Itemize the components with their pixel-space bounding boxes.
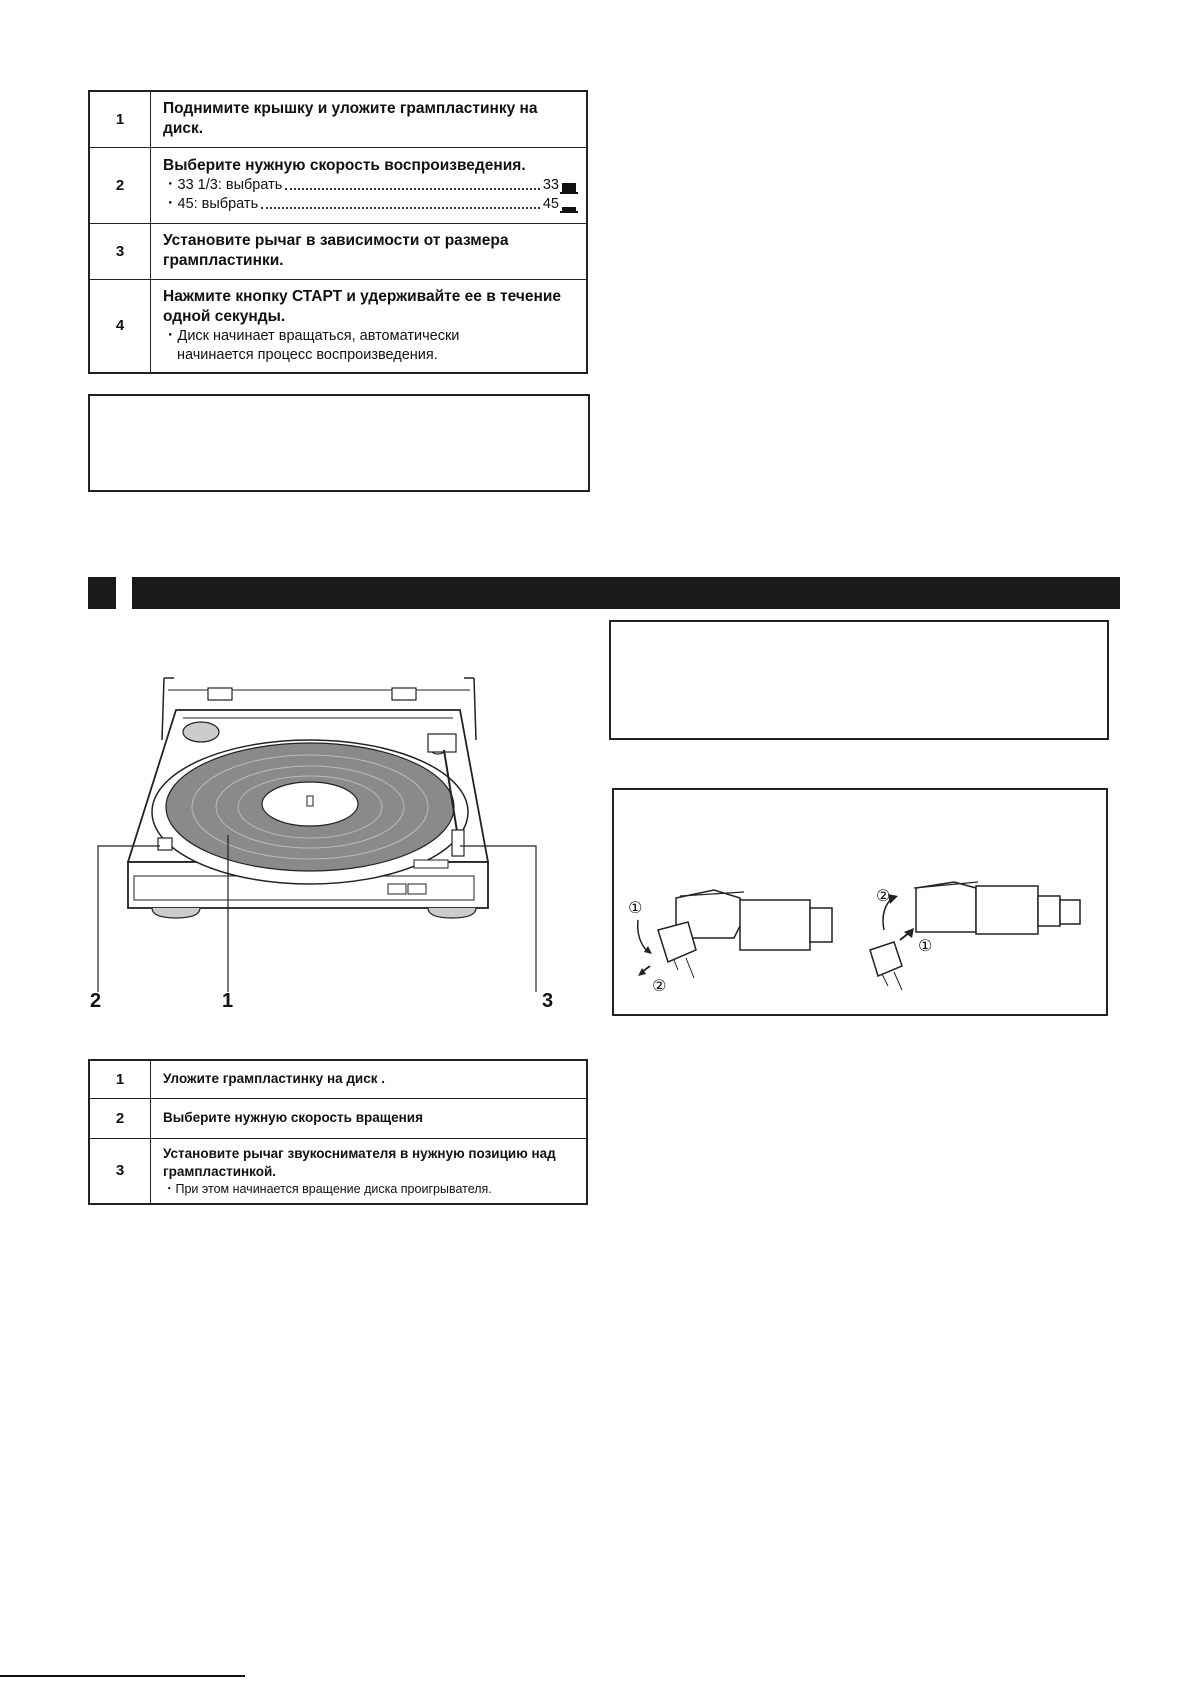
step-text: Установите рычаг звукоснимателя в нужную позицию над грампластинкой. [163,1145,556,1179]
speed-33-value: 33 [542,177,559,193]
step-circle-1: ① [918,938,933,955]
step-note: начинается процесс воспроизведения. [177,346,438,363]
step-text: Уложите грампластинку на диск . [163,1071,385,1087]
callout-label-1: 1 [222,990,234,1012]
table-row [89,1098,587,1138]
step-number: 1 [89,1060,151,1098]
speed-45-label: ・45: выбрать [163,196,259,212]
step-number: 3 [89,1138,151,1204]
table-row [89,223,587,279]
steps-table-manual [88,1059,588,1205]
step-circle-2: ② [876,888,891,905]
callout-label-2: 2 [90,990,102,1012]
speed-45-value: 45 [542,196,559,212]
steps-table-auto [88,90,588,374]
speed-33-label: ・33 1/3: выбрать [163,177,283,193]
note-box [609,620,1109,740]
step-note: ・При этом начинается вращение диска проигрывателя. [163,1181,492,1196]
speed-33-row [163,176,576,195]
step-text: Нажмите кнопку СТАРТ и удерживайте ее в течение одной секунды. [163,287,561,325]
step-number: 2 [89,1098,151,1138]
step-text: Выберите нужную скорость вращения [163,1110,423,1125]
step-text: Выберите нужную скорость воспроизведения. [163,157,526,174]
speed-45-button-icon [562,207,576,211]
footer-rule [0,1675,245,1677]
section-header-bar [132,577,1120,609]
turntable-illustration [88,670,588,1030]
step-text: Поднимите крышку и уложите грампластинку на диск. [163,100,538,138]
step-number: 2 [89,147,151,223]
table-row [89,279,587,373]
step-number: 3 [89,223,151,279]
table-row [89,147,587,223]
table-row [89,1138,587,1204]
step-circle-2: ② [652,978,667,995]
step-number: 4 [89,279,151,373]
callout-label-3: 3 [542,990,554,1012]
step-text: Установите рычаг в зависимости от размера грампластинки. [163,232,509,269]
note-box [88,394,590,492]
step-circle-1: ① [628,900,643,917]
section-number-block [88,577,116,609]
table-row [89,1060,587,1098]
stylus-replacement-illustration [614,790,1106,1014]
speed-45-row [163,195,576,214]
step-note: ・Диск начинает вращаться, автоматически [163,327,460,344]
step-number: 1 [89,91,151,147]
table-row [89,91,587,147]
stylus-replacement-box [612,788,1108,1016]
speed-33-button-icon [562,183,576,192]
